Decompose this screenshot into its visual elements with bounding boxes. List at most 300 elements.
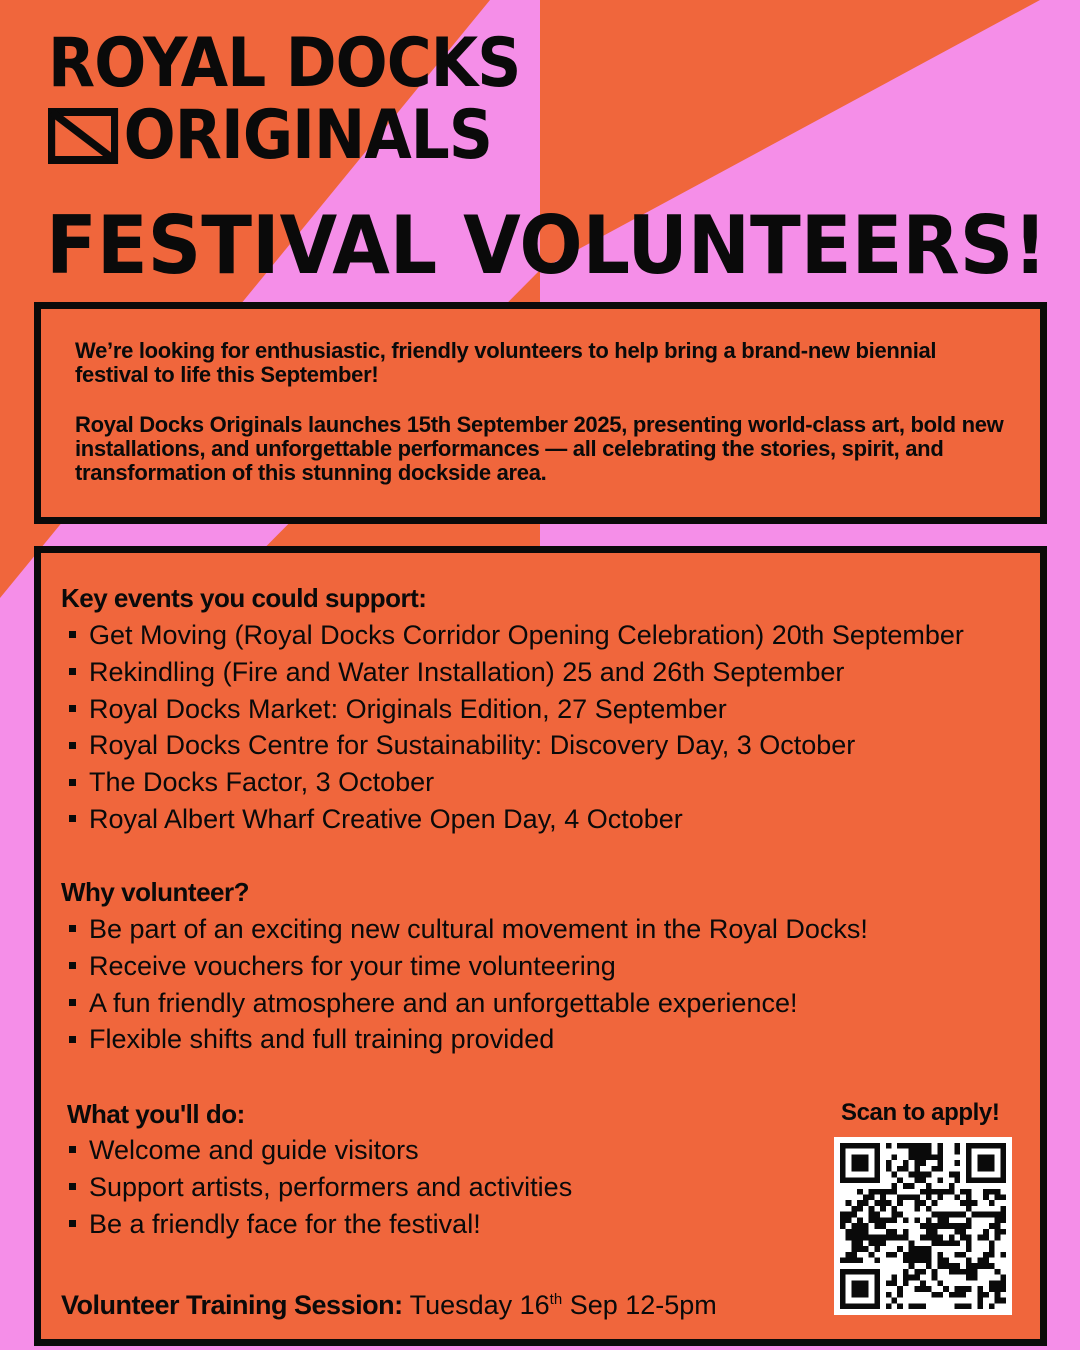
qr-module bbox=[857, 1257, 863, 1263]
qr-module bbox=[892, 1229, 898, 1235]
qr-module bbox=[1000, 1280, 1006, 1286]
qr-module bbox=[966, 1269, 972, 1275]
qr-module bbox=[937, 1252, 943, 1258]
qr-module bbox=[840, 1154, 846, 1160]
qr-module bbox=[926, 1189, 932, 1195]
qr-module bbox=[983, 1257, 989, 1263]
qr-module bbox=[983, 1189, 989, 1195]
qr-module bbox=[840, 1303, 846, 1309]
qr-module bbox=[874, 1246, 880, 1252]
qr-module bbox=[851, 1223, 857, 1229]
qr-module bbox=[966, 1160, 972, 1166]
qr-module bbox=[909, 1263, 915, 1269]
qr-module bbox=[846, 1235, 852, 1241]
qr-module bbox=[989, 1212, 995, 1218]
qr-module bbox=[949, 1212, 955, 1218]
qr-module bbox=[874, 1303, 880, 1309]
intro-paragraph-1: We’re looking for enthusiastic, friendly volunteers to help bring a brand-new biennial festival to life this September! bbox=[75, 338, 937, 387]
qr-module bbox=[937, 1149, 943, 1155]
qr-module bbox=[995, 1235, 1001, 1241]
qr-module bbox=[869, 1240, 875, 1246]
qr-module bbox=[897, 1195, 903, 1201]
qr-module bbox=[954, 1292, 960, 1298]
qr-module bbox=[874, 1143, 880, 1149]
qr-module bbox=[932, 1189, 938, 1195]
qr-module bbox=[972, 1143, 978, 1149]
qr-module bbox=[949, 1269, 955, 1275]
qr-module bbox=[880, 1240, 886, 1246]
qr-module bbox=[977, 1212, 983, 1218]
qr-module bbox=[932, 1292, 938, 1298]
qr-module bbox=[897, 1303, 903, 1309]
what-item: Be a friendly face for the festival! bbox=[69, 1206, 572, 1243]
event-item: Get Moving (Royal Docks Corridor Opening Celebration) 20th September bbox=[69, 617, 964, 654]
qr-module bbox=[954, 1240, 960, 1246]
qr-module bbox=[972, 1212, 978, 1218]
qr-module bbox=[920, 1177, 926, 1183]
qr-module bbox=[937, 1177, 943, 1183]
qr-module bbox=[926, 1183, 932, 1189]
qr-module bbox=[909, 1149, 915, 1155]
qr-module bbox=[989, 1246, 995, 1252]
qr-module bbox=[886, 1303, 892, 1309]
qr-module bbox=[960, 1286, 966, 1292]
qr-module bbox=[960, 1292, 966, 1298]
qr-module bbox=[989, 1286, 995, 1292]
qr-module bbox=[897, 1286, 903, 1292]
qr-module bbox=[874, 1154, 880, 1160]
qr-module bbox=[846, 1252, 852, 1258]
qr-module bbox=[943, 1257, 949, 1263]
qr-module bbox=[851, 1166, 857, 1172]
qr-module bbox=[1000, 1252, 1006, 1258]
qr-module bbox=[886, 1166, 892, 1172]
qr-module bbox=[972, 1200, 978, 1206]
qr-module bbox=[954, 1252, 960, 1258]
details-box bbox=[34, 546, 1047, 1346]
qr-module bbox=[914, 1166, 920, 1172]
qr-module bbox=[840, 1280, 846, 1286]
qr-module bbox=[892, 1235, 898, 1241]
qr-module bbox=[840, 1286, 846, 1292]
qr-module bbox=[857, 1235, 863, 1241]
what-item: Support artists, performers and activities bbox=[69, 1169, 572, 1206]
qr-module bbox=[914, 1286, 920, 1292]
qr-module bbox=[892, 1252, 898, 1258]
qr-module bbox=[937, 1240, 943, 1246]
qr-module bbox=[1000, 1149, 1006, 1155]
qr-module bbox=[869, 1269, 875, 1275]
qr-module bbox=[880, 1223, 886, 1229]
qr-module bbox=[863, 1269, 869, 1275]
qr-module bbox=[903, 1143, 909, 1149]
qr-module bbox=[857, 1160, 863, 1166]
qr-module bbox=[840, 1172, 846, 1178]
qr-module bbox=[926, 1235, 932, 1241]
qr-module bbox=[851, 1235, 857, 1241]
qr-module bbox=[909, 1303, 915, 1309]
qr-module bbox=[966, 1303, 972, 1309]
qr-module bbox=[926, 1229, 932, 1235]
qr-module bbox=[937, 1212, 943, 1218]
qr-module bbox=[914, 1195, 920, 1201]
qr-module bbox=[989, 1252, 995, 1258]
qr-module bbox=[966, 1240, 972, 1246]
qr-module bbox=[897, 1166, 903, 1172]
qr-module bbox=[920, 1257, 926, 1263]
qr-module bbox=[1000, 1195, 1006, 1201]
qr-module bbox=[932, 1223, 938, 1229]
qr-module bbox=[851, 1240, 857, 1246]
qr-module bbox=[874, 1275, 880, 1281]
qr-module bbox=[863, 1280, 869, 1286]
qr-code-pattern bbox=[840, 1143, 1006, 1309]
why-title: Why volunteer? bbox=[61, 877, 250, 907]
what-title: What you'll do: bbox=[67, 1099, 245, 1129]
qr-module bbox=[914, 1303, 920, 1309]
qr-module bbox=[989, 1154, 995, 1160]
qr-module bbox=[920, 1235, 926, 1241]
qr-module bbox=[840, 1223, 846, 1229]
qr-module bbox=[863, 1246, 869, 1252]
qr-module bbox=[977, 1160, 983, 1166]
qr-module bbox=[874, 1240, 880, 1246]
qr-module bbox=[960, 1212, 966, 1218]
event-item: Royal Docks Centre for Sustainability: Discovery Day, 3 October bbox=[69, 727, 964, 764]
qr-module bbox=[977, 1292, 983, 1298]
qr-module bbox=[851, 1206, 857, 1212]
qr-module bbox=[920, 1246, 926, 1252]
qr-module bbox=[851, 1252, 857, 1258]
qr-module bbox=[846, 1257, 852, 1263]
qr-module bbox=[977, 1143, 983, 1149]
qr-module bbox=[863, 1154, 869, 1160]
qr-module bbox=[995, 1280, 1001, 1286]
qr-module bbox=[954, 1172, 960, 1178]
qr-module bbox=[851, 1303, 857, 1309]
qr-module bbox=[977, 1257, 983, 1263]
qr-module bbox=[914, 1206, 920, 1212]
qr-module bbox=[863, 1195, 869, 1201]
qr-module bbox=[1000, 1286, 1006, 1292]
qr-module bbox=[840, 1149, 846, 1155]
qr-module bbox=[920, 1280, 926, 1286]
festival-logo bbox=[48, 24, 573, 175]
qr-module bbox=[920, 1154, 926, 1160]
qr-module bbox=[920, 1143, 926, 1149]
qr-module bbox=[874, 1166, 880, 1172]
qr-module bbox=[995, 1298, 1001, 1304]
qr-module bbox=[897, 1177, 903, 1183]
qr-module bbox=[857, 1177, 863, 1183]
qr-module bbox=[892, 1280, 898, 1286]
qr-module bbox=[897, 1143, 903, 1149]
qr-module bbox=[886, 1189, 892, 1195]
qr-module bbox=[863, 1223, 869, 1229]
qr-module bbox=[840, 1275, 846, 1281]
qr-module bbox=[949, 1240, 955, 1246]
qr-module bbox=[937, 1166, 943, 1172]
qr-module bbox=[880, 1200, 886, 1206]
qr-module bbox=[937, 1195, 943, 1201]
qr-module bbox=[1000, 1154, 1006, 1160]
qr-module bbox=[966, 1263, 972, 1269]
qr-module bbox=[966, 1189, 972, 1195]
qr-module bbox=[920, 1172, 926, 1178]
qr-module bbox=[903, 1160, 909, 1166]
qr-module bbox=[846, 1200, 852, 1206]
qr-module bbox=[857, 1269, 863, 1275]
qr-module bbox=[966, 1206, 972, 1212]
qr-module bbox=[1000, 1177, 1006, 1183]
qr-module bbox=[914, 1177, 920, 1183]
qr-module bbox=[903, 1229, 909, 1235]
training-session bbox=[61, 1283, 717, 1322]
qr-module bbox=[966, 1195, 972, 1201]
qr-module bbox=[1000, 1229, 1006, 1235]
qr-module bbox=[880, 1195, 886, 1201]
what-list bbox=[69, 1132, 572, 1242]
qr-module bbox=[851, 1143, 857, 1149]
qr-module bbox=[932, 1229, 938, 1235]
qr-module bbox=[869, 1143, 875, 1149]
qr-module bbox=[897, 1292, 903, 1298]
qr-module bbox=[914, 1217, 920, 1223]
qr-module bbox=[857, 1229, 863, 1235]
qr-module bbox=[949, 1172, 955, 1178]
qr-module bbox=[983, 1252, 989, 1258]
qr-module bbox=[943, 1212, 949, 1218]
qr-module bbox=[920, 1303, 926, 1309]
logo-line-1: ROYAL DOCKS bbox=[48, 24, 521, 103]
qr-module bbox=[995, 1195, 1001, 1201]
qr-module bbox=[926, 1257, 932, 1263]
qr-module bbox=[926, 1252, 932, 1258]
qr-module bbox=[909, 1143, 915, 1149]
qr-module bbox=[909, 1154, 915, 1160]
qr-module bbox=[857, 1240, 863, 1246]
qr-module bbox=[840, 1217, 846, 1223]
qr-module bbox=[857, 1292, 863, 1298]
qr-module bbox=[989, 1189, 995, 1195]
qr-module bbox=[989, 1303, 995, 1309]
qr-module bbox=[857, 1206, 863, 1212]
qr-module bbox=[863, 1303, 869, 1309]
qr-module bbox=[1000, 1212, 1006, 1218]
qr-module bbox=[983, 1263, 989, 1269]
qr-module bbox=[966, 1257, 972, 1263]
qr-module bbox=[909, 1257, 915, 1263]
qr-module bbox=[914, 1149, 920, 1155]
qr-module bbox=[874, 1286, 880, 1292]
qr-module bbox=[983, 1235, 989, 1241]
logo-line-2: ORIGINALS bbox=[123, 96, 493, 175]
qr-module bbox=[851, 1269, 857, 1275]
why-item: A fun friendly atmosphere and an unforgettable experience! bbox=[69, 985, 868, 1022]
qr-module bbox=[937, 1257, 943, 1263]
qr-module bbox=[937, 1223, 943, 1229]
qr-module bbox=[983, 1229, 989, 1235]
training-date: Tuesday 16 bbox=[409, 1290, 550, 1320]
qr-module bbox=[869, 1189, 875, 1195]
qr-module bbox=[903, 1275, 909, 1281]
qr-module bbox=[863, 1200, 869, 1206]
qr-module bbox=[869, 1217, 875, 1223]
qr-module bbox=[851, 1229, 857, 1235]
qr-module bbox=[903, 1235, 909, 1241]
qr-module bbox=[926, 1143, 932, 1149]
qr-module bbox=[966, 1246, 972, 1252]
qr-module bbox=[966, 1200, 972, 1206]
qr-module bbox=[954, 1149, 960, 1155]
qr-module bbox=[874, 1235, 880, 1241]
qr-module bbox=[909, 1183, 915, 1189]
qr-module bbox=[926, 1154, 932, 1160]
qr-module bbox=[857, 1200, 863, 1206]
qr-module bbox=[926, 1223, 932, 1229]
qr-module bbox=[914, 1143, 920, 1149]
qr-module bbox=[954, 1143, 960, 1149]
qr-module bbox=[863, 1177, 869, 1183]
qr-module bbox=[937, 1160, 943, 1166]
qr-module bbox=[932, 1275, 938, 1281]
qr-module bbox=[954, 1212, 960, 1218]
qr-module bbox=[892, 1206, 898, 1212]
qr-module bbox=[926, 1195, 932, 1201]
qr-module bbox=[920, 1200, 926, 1206]
qr-module bbox=[903, 1195, 909, 1201]
qr-module bbox=[874, 1160, 880, 1166]
qr-module bbox=[863, 1292, 869, 1298]
qr-module bbox=[840, 1166, 846, 1172]
qr-module bbox=[909, 1275, 915, 1281]
qr-module bbox=[920, 1149, 926, 1155]
qr-module bbox=[966, 1286, 972, 1292]
qr-module bbox=[960, 1269, 966, 1275]
qr-module bbox=[995, 1217, 1001, 1223]
qr-module bbox=[995, 1292, 1001, 1298]
qr-module bbox=[863, 1143, 869, 1149]
qr-module bbox=[914, 1269, 920, 1275]
qr-module bbox=[909, 1195, 915, 1201]
qr-module bbox=[869, 1195, 875, 1201]
qr-module bbox=[863, 1160, 869, 1166]
qr-module bbox=[1000, 1298, 1006, 1304]
qr-module bbox=[857, 1166, 863, 1172]
qr-module bbox=[977, 1177, 983, 1183]
qr-module bbox=[960, 1252, 966, 1258]
qr-module bbox=[983, 1195, 989, 1201]
intro-box bbox=[34, 302, 1047, 524]
qr-module bbox=[983, 1160, 989, 1166]
qr-module bbox=[857, 1280, 863, 1286]
why-item: Flexible shifts and full training provided bbox=[69, 1021, 868, 1058]
qr-module bbox=[846, 1229, 852, 1235]
qr-module bbox=[857, 1189, 863, 1195]
qr-module bbox=[926, 1206, 932, 1212]
qr-module bbox=[966, 1217, 972, 1223]
qr-module bbox=[943, 1217, 949, 1223]
qr-module bbox=[960, 1200, 966, 1206]
qr-module bbox=[954, 1263, 960, 1269]
scan-to-apply-label: Scan to apply! bbox=[841, 1099, 1000, 1126]
qr-module bbox=[995, 1286, 1001, 1292]
qr-module bbox=[846, 1217, 852, 1223]
qr-module bbox=[886, 1292, 892, 1298]
qr-module bbox=[937, 1189, 943, 1195]
qr-module bbox=[886, 1229, 892, 1235]
qr-module bbox=[932, 1235, 938, 1241]
qr-module bbox=[972, 1263, 978, 1269]
qr-module bbox=[966, 1154, 972, 1160]
qr-module bbox=[840, 1292, 846, 1298]
why-item: Receive vouchers for your time volunteering bbox=[69, 948, 868, 985]
qr-module bbox=[972, 1177, 978, 1183]
qr-module bbox=[857, 1246, 863, 1252]
qr-module bbox=[851, 1280, 857, 1286]
qr-module bbox=[926, 1217, 932, 1223]
qr-module bbox=[977, 1154, 983, 1160]
headline: FESTIVAL VOLUNTEERS! bbox=[46, 199, 1048, 292]
qr-module bbox=[1000, 1217, 1006, 1223]
event-item: The Docks Factor, 3 October bbox=[69, 764, 964, 801]
why-item: Be part of an exciting new cultural movement in the Royal Docks! bbox=[69, 911, 868, 948]
qr-module bbox=[920, 1269, 926, 1275]
qr-module bbox=[903, 1257, 909, 1263]
qr-module bbox=[886, 1217, 892, 1223]
qr-module bbox=[851, 1160, 857, 1166]
qr-module bbox=[977, 1166, 983, 1172]
event-item: Royal Albert Wharf Creative Open Day, 4 October bbox=[69, 801, 964, 838]
qr-module bbox=[874, 1257, 880, 1263]
qr-module bbox=[914, 1172, 920, 1178]
qr-module bbox=[977, 1235, 983, 1241]
qr-module bbox=[960, 1229, 966, 1235]
qr-module bbox=[983, 1292, 989, 1298]
qr-module bbox=[995, 1269, 1001, 1275]
qr-module bbox=[903, 1166, 909, 1172]
qr-module bbox=[932, 1166, 938, 1172]
qr-module bbox=[920, 1252, 926, 1258]
qr-module bbox=[932, 1154, 938, 1160]
qr-module bbox=[949, 1189, 955, 1195]
qr-code-icon[interactable] bbox=[834, 1137, 1012, 1315]
qr-module bbox=[937, 1154, 943, 1160]
qr-module bbox=[851, 1154, 857, 1160]
qr-module bbox=[926, 1246, 932, 1252]
qr-module bbox=[1000, 1275, 1006, 1281]
qr-module bbox=[869, 1177, 875, 1183]
qr-module bbox=[851, 1292, 857, 1298]
qr-module bbox=[949, 1183, 955, 1189]
qr-module bbox=[949, 1235, 955, 1241]
qr-module bbox=[954, 1229, 960, 1235]
qr-module bbox=[903, 1183, 909, 1189]
qr-module bbox=[966, 1143, 972, 1149]
qr-module bbox=[937, 1143, 943, 1149]
qr-module bbox=[846, 1269, 852, 1275]
qr-module bbox=[960, 1303, 966, 1309]
qr-module bbox=[892, 1172, 898, 1178]
events-title: Key events you could support: bbox=[61, 583, 427, 613]
qr-module bbox=[926, 1172, 932, 1178]
qr-module bbox=[874, 1280, 880, 1286]
qr-module bbox=[863, 1235, 869, 1241]
qr-module bbox=[937, 1280, 943, 1286]
qr-module bbox=[995, 1229, 1001, 1235]
qr-module bbox=[914, 1252, 920, 1258]
qr-module bbox=[937, 1263, 943, 1269]
